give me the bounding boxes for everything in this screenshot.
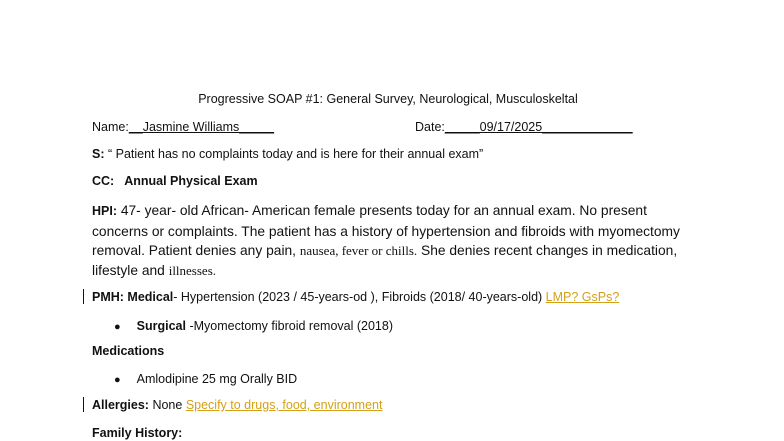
subjective-text: “ Patient has no complaints today and is here for their annual exam” xyxy=(104,147,484,161)
date-label: Date: xyxy=(415,120,445,134)
pmh-text: - Hypertension (2023 / 45-years-od ), Fibroids (2018/ 40-years-old) xyxy=(173,290,546,304)
pmh-label: PMH: Medical xyxy=(92,290,174,304)
pmh-line xyxy=(92,290,619,304)
patient-name: __Jasmine Williams_____ xyxy=(128,120,275,134)
subjective-label: S: xyxy=(92,147,105,161)
chief-complaint-line xyxy=(92,174,258,188)
allergies-text: None xyxy=(148,398,186,412)
medications-heading: Medications xyxy=(92,344,165,358)
subjective-line xyxy=(92,147,483,161)
allergies-comment[interactable]: Specify to drugs, food, environment xyxy=(185,398,383,412)
surgical-text: -Myomectomy fibroid removal (2018) xyxy=(185,319,393,333)
allergies-label: Allergies: xyxy=(92,398,149,412)
surgical-label: Surgical xyxy=(136,319,186,333)
visit-date: _____09/17/2025_____________ xyxy=(444,120,633,134)
comment-marker[interactable] xyxy=(83,289,84,304)
surgical-item xyxy=(114,319,393,333)
hpi-serif-2: illnesses. xyxy=(168,262,217,278)
date-line xyxy=(415,120,633,134)
comment-marker[interactable] xyxy=(83,397,84,412)
hpi-text-1: 47- year- old African- American female presents today for an annual exam. No present concerns or complaints. The patient has a history of hypertension and fibroids with myomectomy removal. Patient denies any pain, xyxy=(92,203,680,258)
hpi-text-2: She denies recent changes in medication, lifestyle and xyxy=(92,243,678,278)
medication-text: Amlodipine 25 mg Orally BID xyxy=(136,372,298,386)
bullet-icon: ● xyxy=(114,321,121,333)
cc-label: CC: xyxy=(92,174,115,188)
hpi-serif-1: nausea, fever or chills. xyxy=(299,243,418,258)
hpi-paragraph xyxy=(92,201,682,280)
hpi-label: HPI: xyxy=(92,204,117,218)
bullet-icon: ● xyxy=(114,374,121,386)
document-title: Progressive SOAP #1: General Survey, Neurological, Musculoskeltal xyxy=(198,92,578,106)
pmh-comment[interactable]: LMP? GsPs? xyxy=(545,290,620,304)
allergies-line xyxy=(92,398,382,412)
name-label: Name: xyxy=(92,120,129,134)
name-line xyxy=(92,120,274,134)
medication-item xyxy=(114,372,297,386)
family-history-heading: Family History: xyxy=(92,426,183,440)
cc-text: Annual Physical Exam xyxy=(124,174,258,188)
